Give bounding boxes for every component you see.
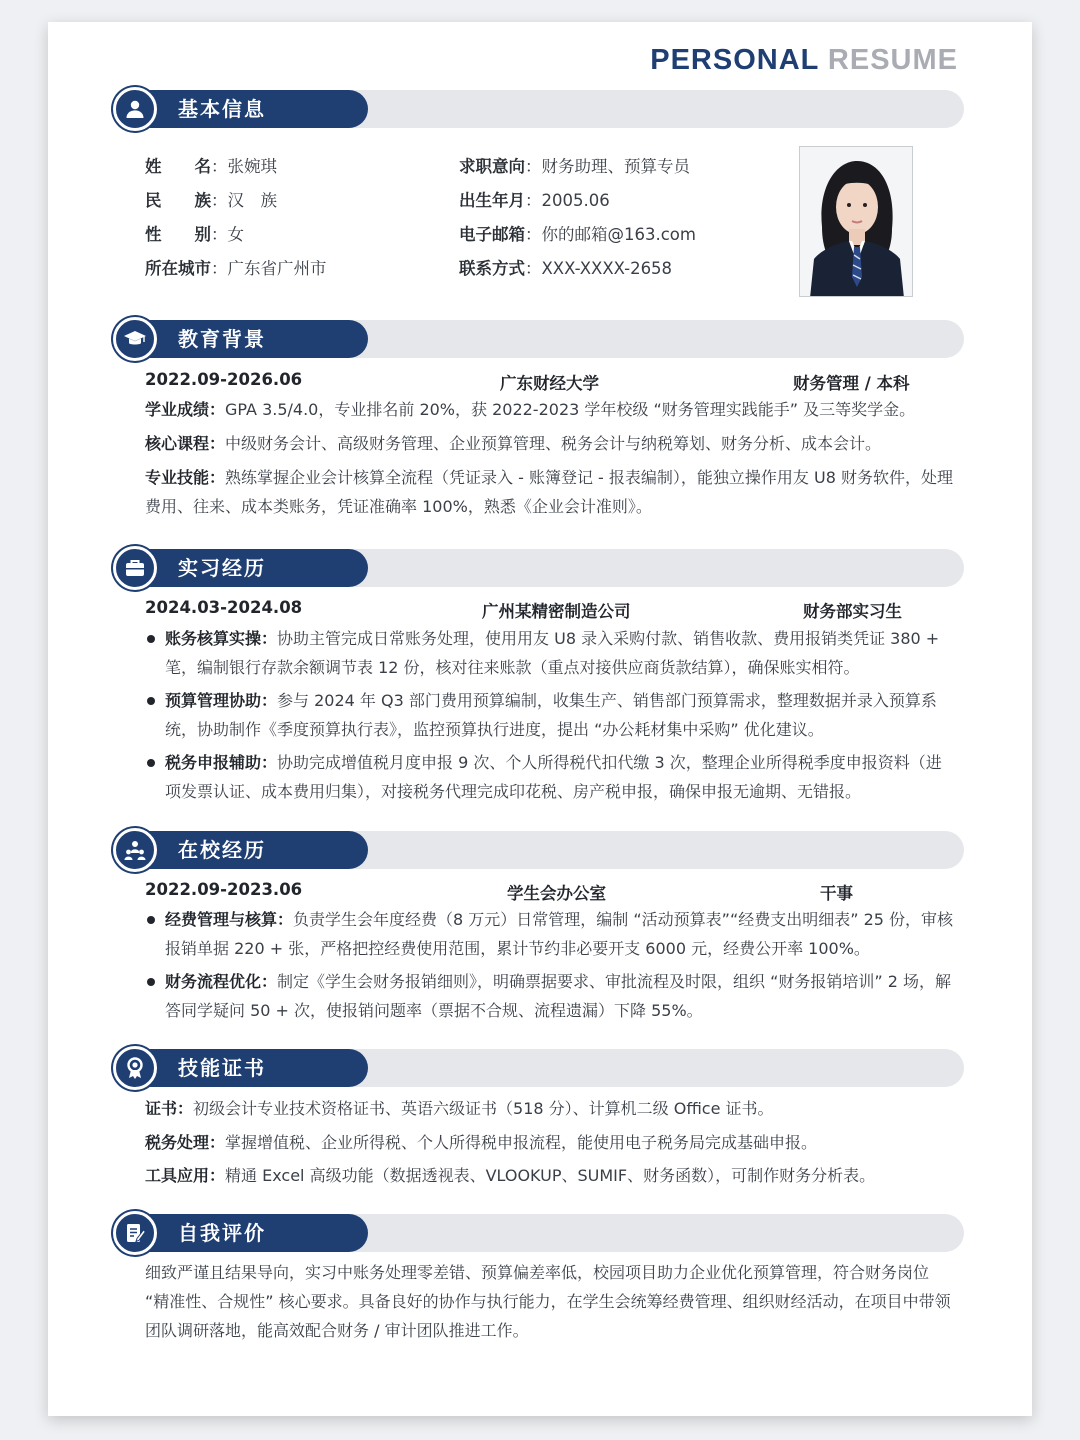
internship-item: 账务核算实操：协助主管完成日常账务处理，使用用友 U8 录入采购付款、销售收款、费用报销类凭证 380 + 笔，编制银行存款余额调节表 12 份，核对往来账款（重点对接供应商货款结算），确保账实相符。 xyxy=(145,624,957,682)
section-title-basic: 基本信息 xyxy=(178,97,266,121)
bullet-dot xyxy=(147,759,155,767)
resume-page xyxy=(48,22,1032,1416)
section-header-campus xyxy=(116,831,964,869)
section-title-campus: 在校经历 xyxy=(178,838,266,862)
info-label: 所在城市 xyxy=(145,259,211,278)
title-resume: RESUME xyxy=(827,44,958,76)
internship-header-row xyxy=(145,598,955,622)
info-email: 电子邮箱：你的邮箱@163.com xyxy=(459,225,696,244)
education-item: 核心课程：中级财务会计、高级财务管理、企业预算管理、税务会计与纳税筹划、财务分析、成本会计。 xyxy=(145,434,882,453)
education-school: 广东财经大学 xyxy=(500,374,599,393)
basic-info xyxy=(145,156,705,301)
info-label: 联系方式 xyxy=(459,259,525,278)
campus-item: 经费管理与核算：负责学生会年度经费（8 万元）日常管理，编制 “活动预算表”“经费支出明细表” 25 份，审核报销单据 220 + 张，严格把控经费使用范围，累计节约非必要开支 6000 元，经费公开率 100%。 xyxy=(145,905,957,963)
internship-date: 2024.03-2024.08 xyxy=(145,598,303,617)
info-label: 出生年月 xyxy=(459,191,525,210)
info-label: 电子邮箱 xyxy=(459,225,525,244)
section-title-self: 自我评价 xyxy=(178,1221,266,1245)
section-header-internship xyxy=(116,549,964,587)
info-value: 财务助理、预算专员 xyxy=(541,157,690,176)
profile-photo xyxy=(799,146,913,297)
people-icon xyxy=(113,828,157,872)
bullet-dot xyxy=(147,697,155,705)
section-title-internship: 实习经历 xyxy=(178,556,266,580)
info-label: 求职意向 xyxy=(459,157,525,176)
education-item: 学业成绩：GPA 3.5/4.0，专业排名前 20%，获 2022-2023 学年校级 “财务管理实践能手” 及三等奖学金。 xyxy=(145,400,916,419)
info-phone: 联系方式：XXX-XXXX-2658 xyxy=(459,259,673,278)
campus-org: 学生会办公室 xyxy=(507,884,606,903)
info-value: 你的邮箱@163.com xyxy=(541,225,696,244)
resume-title xyxy=(650,44,958,77)
internship-company: 广州某精密制造公司 xyxy=(482,602,631,621)
info-value: 2005.06 xyxy=(541,191,610,210)
skill-item: 税务处理：掌握增值税、企业所得税、个人所得税申报流程，能使用电子税务局完成基础申报。 xyxy=(145,1133,818,1152)
section-title-skills: 技能证书 xyxy=(178,1056,266,1080)
bullet-dot xyxy=(147,635,155,643)
education-date: 2022.09-2026.06 xyxy=(145,370,303,389)
campus-date: 2022.09-2023.06 xyxy=(145,880,303,899)
section-header-self xyxy=(116,1214,964,1252)
skill-item: 证书：初级会计专业技术资格证书、英语六级证书（518 分）、计算机二级 Office 证书。 xyxy=(145,1099,774,1118)
info-nation: 民 族：汉 族 xyxy=(145,191,277,210)
info-name: 姓 名：张婉琪 xyxy=(145,157,277,176)
bullet-dot xyxy=(147,978,155,986)
info-label: 性 别 xyxy=(145,225,211,244)
education-header-row xyxy=(145,370,955,394)
info-value: XXX-XXXX-2658 xyxy=(541,259,673,278)
internship-item: 预算管理协助：参与 2024 年 Q3 部门费用预算编制，收集生产、销售部门预算需求，整理数据并录入预算系统，协助制作《季度预算执行表》，监控预算执行进度，提出 “办公耗材集中采购” 优化建议。 xyxy=(145,686,957,744)
campus-item: 财务流程优化：制定《学生会财务报销细则》，明确票据要求、审批流程及时限，组织 “财务报销培训” 2 场，解答同学疑问 50 + 次，使报销问题率（票据不合规、流程遗漏）下降 55%。 xyxy=(145,967,957,1025)
internship-item: 税务申报辅助：协助完成增值税月度申报 9 次、个人所得税代扣代缴 3 次，整理企业所得税季度申报资料（进项发票认证、成本费用归集），对接税务代理完成印花税、房产税申报，确保申报无逾期、无错报。 xyxy=(145,748,957,806)
campus-role: 干事 xyxy=(820,884,853,903)
education-item: 专业技能：熟练掌握企业会计核算全流程（凭证录入 - 账簿登记 - 报表编制），能独立操作用友 U8 财务软件，处理费用、往来、成本类账务，凭证准确率 100%，熟悉《企业会计准则》。 xyxy=(145,468,953,516)
title-personal: PERSONAL xyxy=(650,44,819,76)
edit-icon xyxy=(113,1211,157,1255)
section-header-skills xyxy=(116,1049,964,1087)
info-value: 汉 族 xyxy=(227,191,277,210)
info-gender: 性 别：女 xyxy=(145,225,244,244)
skill-item: 工具应用：精通 Excel 高级功能（数据透视表、VLOOKUP、SUMIF、财务函数），可制作财务分析表。 xyxy=(145,1166,876,1185)
info-label: 姓 名 xyxy=(145,157,211,176)
briefcase-icon xyxy=(113,546,157,590)
education-major: 财务管理 / 本科 xyxy=(793,374,910,393)
bullet-dot xyxy=(147,916,155,924)
graduation-cap-icon xyxy=(113,317,157,361)
internship-role: 财务部实习生 xyxy=(803,602,902,621)
info-city: 所在城市：广东省广州市 xyxy=(145,259,327,278)
info-intent: 求职意向：财务助理、预算专员 xyxy=(459,157,690,176)
info-birth: 出生年月：2005.06 xyxy=(459,191,610,210)
section-title-education: 教育背景 xyxy=(178,327,266,351)
section-header-education xyxy=(116,320,964,358)
campus-header-row xyxy=(145,880,955,904)
section-header-basic xyxy=(116,90,964,128)
self-evaluation-text: 细致严谨且结果导向，实习中账务处理零差错、预算偏差率低，校园项目助力企业优化预算管理，符合财务岗位 “精准性、合规性” 核心要求。具备良好的协作与执行能力，在学生会统筹经费管理、组织财经活动，在项目中带领团队调研落地，能高效配合财务 / 审计团队推进工作。 xyxy=(145,1263,951,1340)
info-label: 民 族 xyxy=(145,191,211,210)
info-value: 广东省广州市 xyxy=(227,259,327,278)
info-value: 张婉琪 xyxy=(227,157,277,176)
person-icon xyxy=(113,87,157,131)
award-icon xyxy=(113,1046,157,1090)
info-value: 女 xyxy=(227,225,244,244)
